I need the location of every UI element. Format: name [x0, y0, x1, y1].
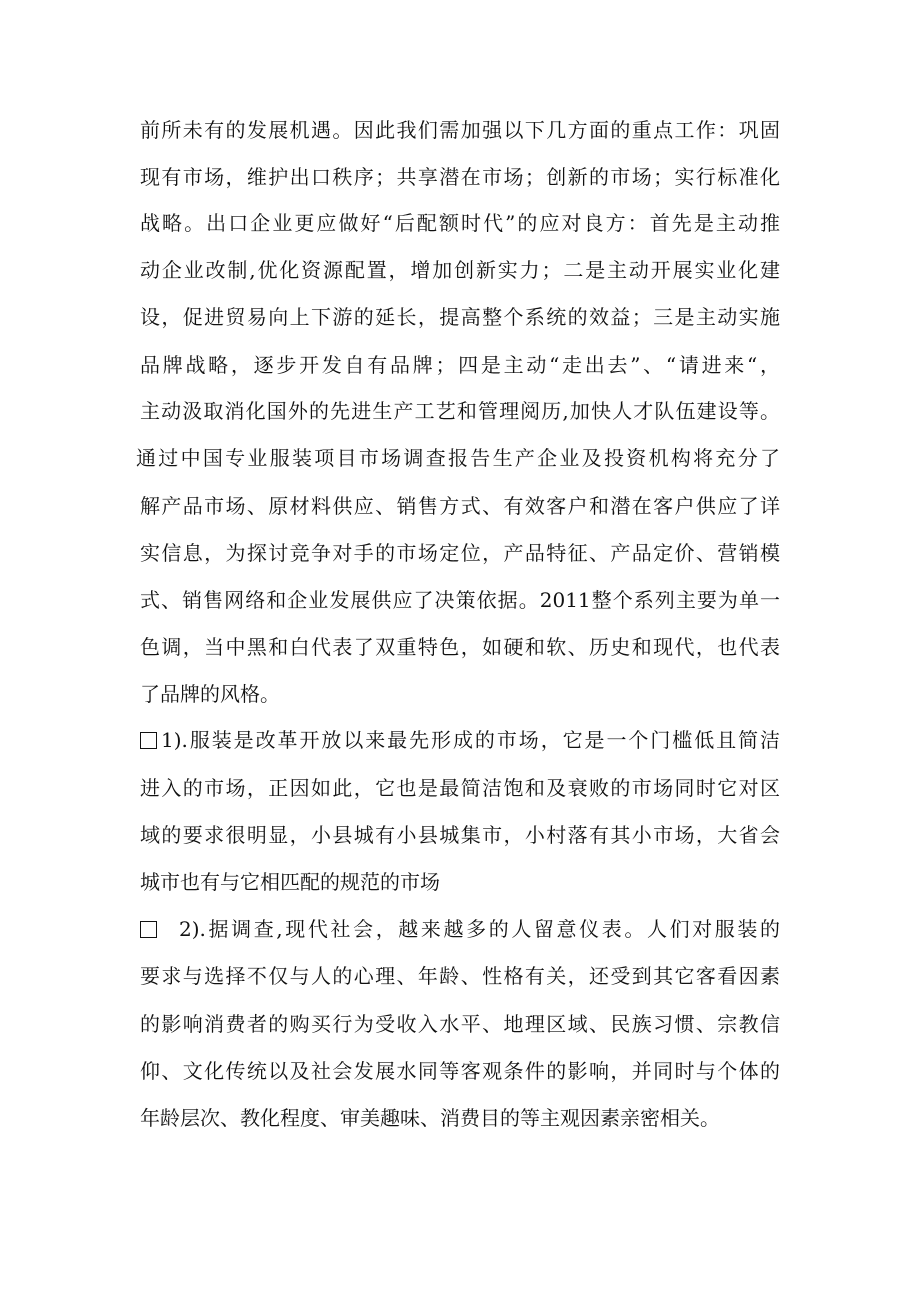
list-item-1-line-2: 进入的市场，正因如此，它也是最简洁饱和及衰败的市场同时它对区	[140, 776, 780, 800]
list-bullet-box-icon	[140, 921, 157, 938]
list-item-2-line-3: 的影响消费者的购买行为受收入水平、地理区域、民族习惯、宗教信	[140, 1012, 780, 1036]
paragraph-1-line-1: 前所未有的发展机遇。因此我们需加强以下几方面的重点工作：巩固	[140, 118, 780, 142]
list-item-2-text: 2).据调查,现代社会，越来越多的人留意仪表。人们对服装的	[179, 917, 780, 941]
paragraph-1-line-2: 现有市场，维护出口秩序；共享潜在市场；创新的市场；实行标准化	[140, 165, 780, 189]
paragraph-2-line-3: 实信息，为探讨竞争对手的市场定位，产品特征、产品定价、营销模	[140, 541, 780, 565]
list-item-2-line-2: 要求与选择不仅与人的心理、年龄、性格有关，还受到其它客看因素	[140, 964, 780, 988]
paragraph-2-line-5: 色调，当中黑和白代表了双重特色，如硬和软、历史和现代，也代表	[140, 635, 780, 659]
list-item-1-line-4: 城市也有与它相匹配的规范的市场	[140, 870, 440, 894]
list-item-2-line-1	[140, 912, 780, 946]
paragraph-1-line-3: 战略。出口企业更应做好“后配额时代”的应对良方：首先是主动推	[140, 211, 780, 235]
paragraph-2-line-4: 式、销售网络和企业发展供应了决策依据。2011整个系列主要为单一	[140, 588, 780, 612]
list-item-1-line-3: 域的要求很明显，小县城有小县城集市，小村落有其小市场，大省会	[140, 823, 780, 847]
paragraph-1-line-5: 设，促进贸易向上下游的延长，提高整个系统的效益；三是主动实施	[140, 305, 780, 329]
list-item-2-line-4: 仰、文化传统以及社会发展水同等客观条件的影响，并同时与个体的	[140, 1059, 780, 1083]
paragraph-2-line-2: 解产品市场、原材料供应、销售方式、有效客户和潜在客户供应了详	[140, 494, 780, 518]
paragraph-2-line-1: 通过中国专业服装项目市场调查报告生产企业及投资机构将充分了	[136, 446, 780, 470]
list-item-1-text: 1).服装是改革开放以来最先形成的市场，它是一个门槛低且简洁	[161, 728, 780, 752]
list-item-1-line-1	[140, 723, 780, 757]
paragraph-1-line-6: 品牌战略，逐步开发自有品牌；四是主动“走出去”、“请进来“，	[140, 353, 780, 377]
paragraph-1-line-7: 主动汲取消化国外的先进生产工艺和管理阅历,加快人才队伍建设等。	[140, 399, 780, 423]
list-bullet-box-icon	[140, 732, 157, 749]
list-item-2-line-5: 年龄层次、教化程度、审美趣味、消费目的等主观因素亲密相关。	[140, 1106, 720, 1130]
paragraph-1-line-4: 动企业改制,优化资源配置，增加创新实力；二是主动开展实业化建	[140, 258, 780, 282]
paragraph-2-line-6: 了品牌的风格。	[140, 682, 280, 706]
